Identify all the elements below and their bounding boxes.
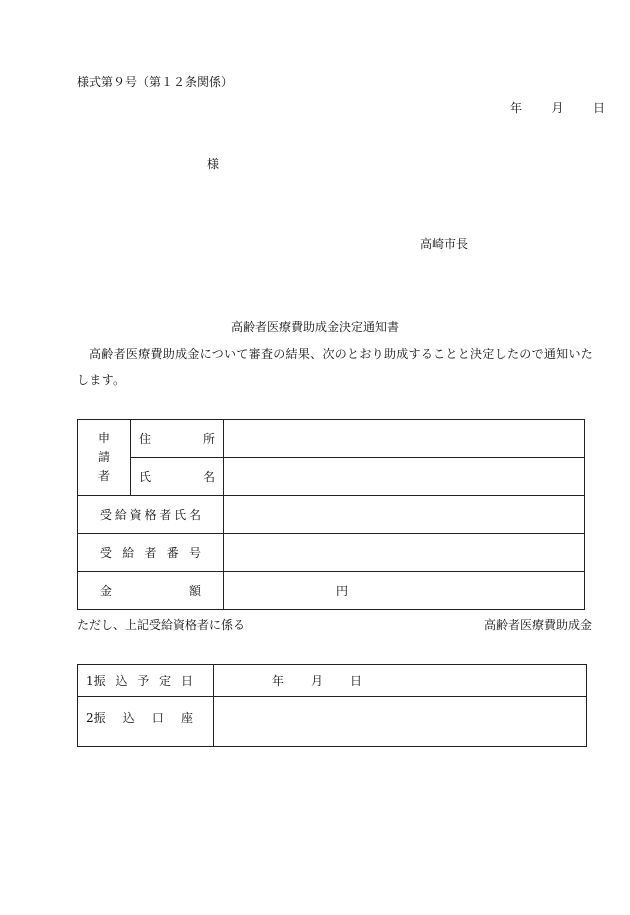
transfer-year: 年 — [272, 674, 285, 688]
recipient-number-value[interactable] — [224, 534, 585, 572]
address-value[interactable] — [224, 420, 585, 458]
date-month: 月 — [551, 101, 564, 115]
date-day: 日 — [592, 101, 605, 115]
transfer-day: 日 — [349, 674, 362, 688]
address-label: 住 所 — [131, 420, 224, 458]
account-value[interactable] — [214, 697, 587, 747]
account-label: 2振 込 口 座 — [78, 697, 214, 747]
document-title: 高齢者医療費助成金決定通知書 — [230, 320, 399, 334]
applicant-table — [77, 419, 585, 610]
yen-unit: 円 — [336, 584, 349, 598]
name-value[interactable] — [224, 458, 585, 496]
body-text: 高齢者医療費助成金について審査の結果、次のとおり助成することと決定したので通知いたします。 — [77, 347, 594, 387]
issuer: 高崎市長 — [420, 237, 469, 251]
transfer-table — [77, 664, 587, 747]
transfer-date-label: 1振 込 予 定 日 — [78, 665, 214, 697]
recipient-name-value[interactable] — [224, 496, 585, 534]
note-left: ただし、上記受給資格者に係る — [77, 618, 246, 632]
name-label: 氏 名 — [131, 458, 224, 496]
issue-date — [510, 99, 605, 116]
transfer-date-value[interactable] — [214, 665, 587, 697]
date-year: 年 — [510, 101, 523, 115]
amount-label: 金 額 — [78, 572, 224, 610]
applicant-group-label: 申 請 者 — [78, 420, 131, 496]
transfer-month: 月 — [310, 674, 323, 688]
amount-value[interactable] — [224, 572, 585, 610]
addressee: 様 — [207, 157, 220, 171]
note-right: 高齢者医療費助成金 — [484, 618, 593, 632]
recipient-number-label: 受 給 者 番 号 — [78, 534, 224, 572]
form-number: 様式第９号（第１２条関係） — [77, 75, 234, 89]
recipient-name-label: 受 給 資 格 者 氏 名 — [78, 496, 224, 534]
